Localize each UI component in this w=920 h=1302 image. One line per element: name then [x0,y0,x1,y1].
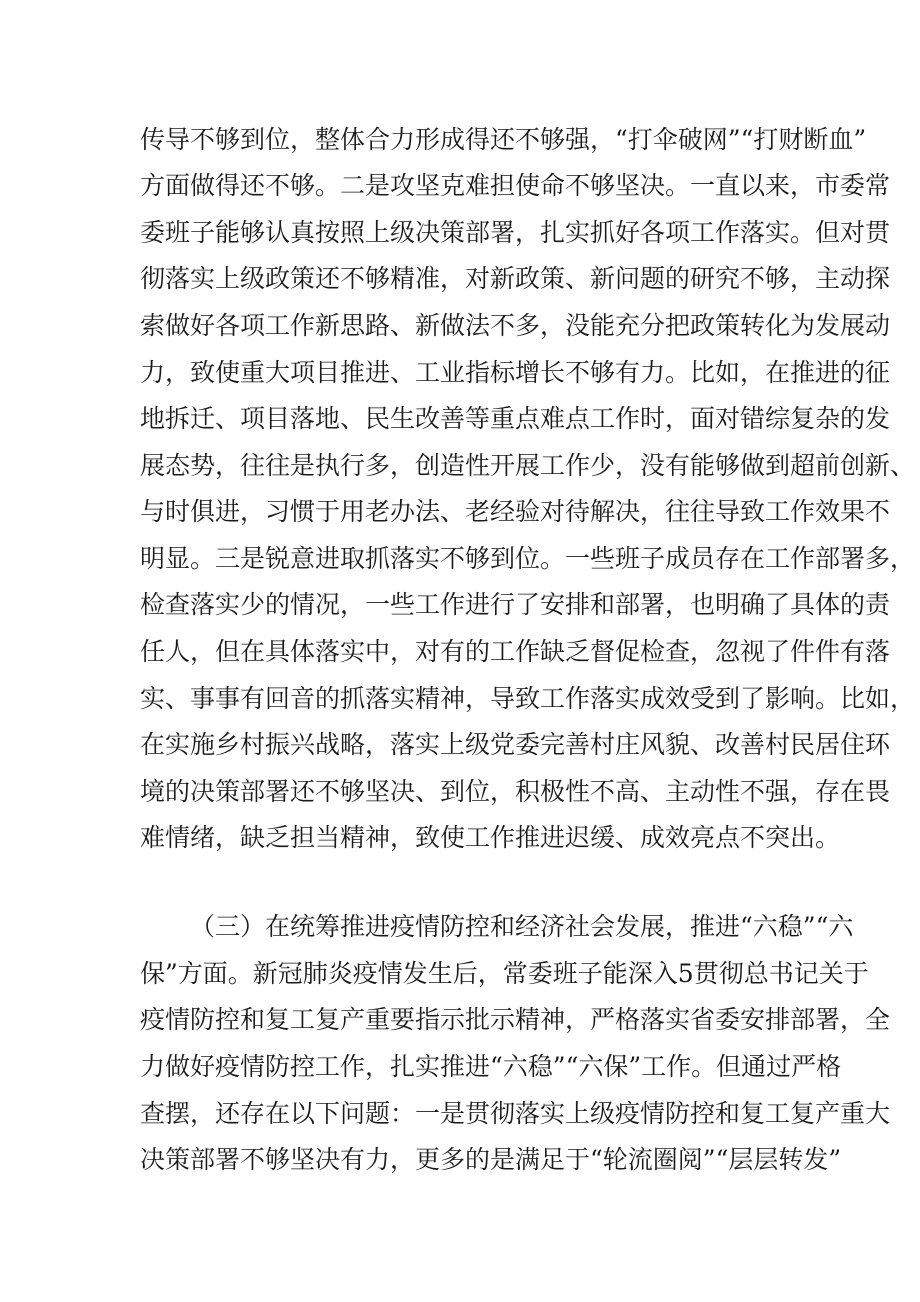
paragraph-2-line-1: （三）在统筹推进疫情防控和经济社会发展，推进“六稳”“六 [190,912,854,941]
paragraph-1-line-8: 展态势，往往是执行多，创造性开展工作少，没有能够做到超前创新、 [140,451,916,480]
paragraph-1-line-10: 明显。三是锐意进取抓落实不够到位。一些班子成员存在工作部署多， [140,544,916,573]
paragraph-1-line-12: 任人，但在具体落实中，对有的工作缺乏督促检查，忽视了件件有落 [140,637,891,666]
paragraph-1-line-3: 委班子能够认真按照上级决策部署，扎实抓好各项工作落实。但对贯 [140,218,891,247]
paragraph-2-line-4: 力做好疫情防控工作，扎实推进“六稳”“六保”工作。但通过严格 [140,1052,842,1081]
paragraph-1-line-5: 索做好各项工作新思路、新做法不多，没能充分把政策转化为发展动 [140,311,891,340]
paragraph-1-line-1: 传导不够到位，整体合力形成得还不够强，“打伞破网”“打财断血” [140,125,867,154]
paragraph-1-line-2: 方面做得还不够。二是攻坚克难担使命不够坚决。一直以来，市委常 [140,171,891,200]
paragraph-1-line-16: 难情绪，缺乏担当精神，致使工作推进迟缓、成效亮点不突出。 [140,823,841,852]
paragraph-1-line-6: 力，致使重大项目推进、工业指标增长不够有力。比如，在推进的征 [140,358,891,387]
paragraph-1-line-7: 地拆迁、项目落地、民生改善等重点难点工作时，面对错综复杂的发 [140,404,891,433]
paragraph-1-line-15: 境的决策部署还不够坚决、到位，积极性不高、主动性不强，存在畏 [140,777,891,806]
paragraph-1-line-9: 与时俱进，习惯于用老办法、老经验对待解决，往往导致工作效果不 [140,497,891,526]
paragraph-1-line-14: 在实施乡村振兴战略，落实上级党委完善村庄风貌、改善村民居住环 [140,730,891,759]
paragraph-2-line-6: 决策部署不够坚决有力，更多的是满足于“轮流圈阅”“层层转发” [140,1145,842,1174]
paragraph-2-line-2: 保”方面。新冠肺炎疫情发生后，常委班子能深入5贯彻总书记关于 [140,959,869,988]
paragraph-1-line-13: 实、事事有回音的抓落实精神，导致工作落实成效受到了影响。比如， [140,684,916,713]
paragraph-2-line-5: 查摆，还存在以下问题：一是贯彻落实上级疫情防控和复工复产重大 [140,1099,891,1128]
paragraph-2-line-3: 疫情防控和复工复产重要指示批示精神，严格落实省委安排部署，全 [140,1005,891,1034]
paragraph-1-line-4: 彻落实上级政策还不够精准，对新政策、新问题的研究不够，主动探 [140,264,891,293]
paragraph-1-line-11: 检查落实少的情况，一些工作进行了安排和部署，也明确了具体的责 [140,590,891,619]
